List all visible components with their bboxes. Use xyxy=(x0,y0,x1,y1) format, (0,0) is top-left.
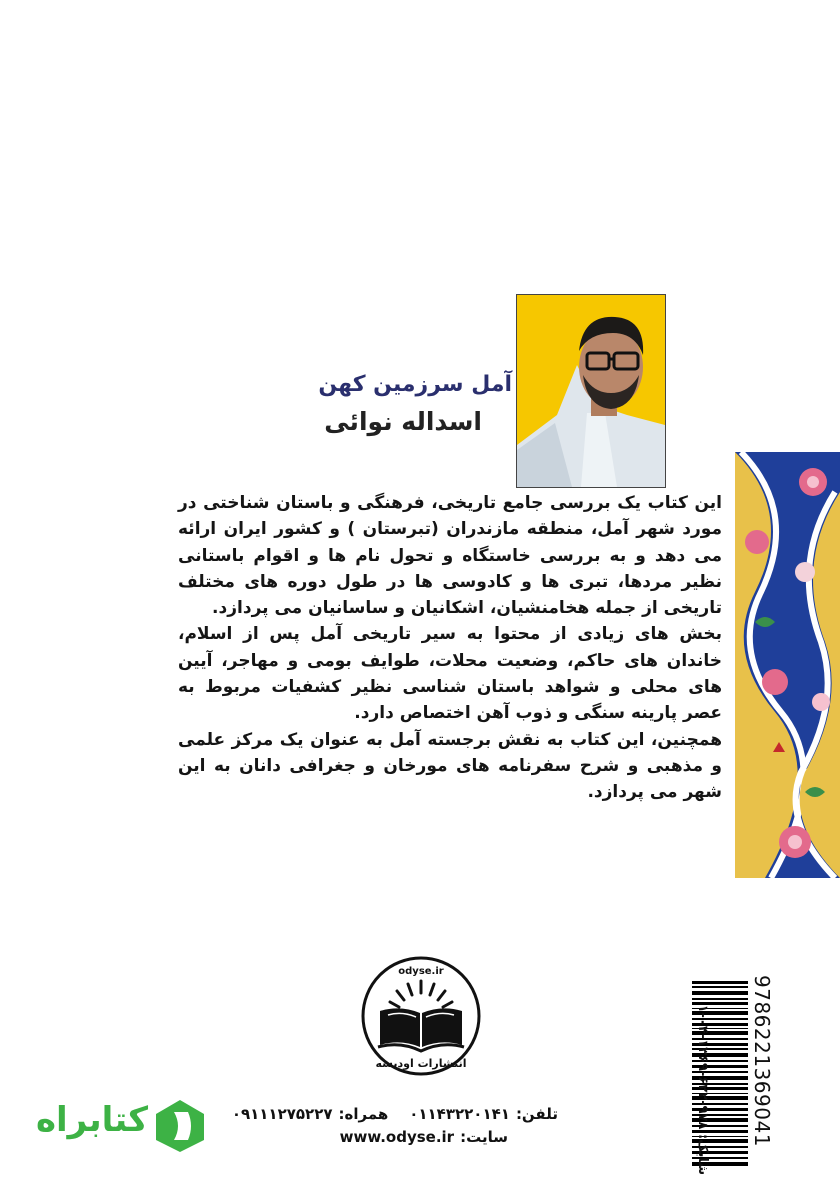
barcode-number: 9786221369041 xyxy=(750,975,774,1147)
author-photo xyxy=(516,294,666,488)
publisher-logo xyxy=(360,955,482,1077)
publisher-contact-phones xyxy=(232,1105,558,1123)
author-name: اسداله نوائی xyxy=(324,407,482,436)
book-title: آمل سرزمین کهن xyxy=(318,372,512,397)
ketabrah-mark-icon xyxy=(152,1098,208,1154)
site-url: www.odyse.ir xyxy=(339,1128,455,1146)
ketabrah-logo xyxy=(35,1094,210,1158)
site-label: سایت: xyxy=(460,1128,508,1146)
publisher-contact-site xyxy=(340,1128,508,1146)
isbn-label: شابک: xyxy=(695,1133,710,1175)
phone-number: ۰۱۱۴۳۲۲۰۱۴۱ xyxy=(409,1105,510,1123)
description-paragraph: بخش های زیادی از محتوا به سیر تاریخی آمل پس از اسلام، خاندان های حاکم، وضعیت محلات، طوایف بومی و مهاجر، آیین های محلی و شواهد باستان شناسی نظیر کشفیات مربوط به عصر پارینه سنگی و ذوب آهن اختصاص دارد. xyxy=(178,624,722,724)
isbn-barcode xyxy=(654,975,774,1175)
book-description xyxy=(178,490,722,806)
publisher-name: انتشارات اودیسه xyxy=(375,1057,467,1070)
mobile-label: همراه: xyxy=(338,1105,389,1123)
description-paragraph: همچنین، این کتاب به نقش برجسته آمل به عنوان یک مرکز علمی و مذهبی و شرح سفرنامه های مورخان و جغرافی دانان به این شهر می پردازد. xyxy=(178,729,722,803)
ketabrah-name: کتابراه xyxy=(35,1100,148,1140)
mobile-number: ۰۹۱۱۱۲۷۵۲۲۷ xyxy=(231,1105,333,1123)
isbn-value: ۹۷۸-۶۲۲-۱۳۶۹-۰۴-۱ xyxy=(695,1004,710,1130)
publisher-site-short: odyse.ir xyxy=(398,966,444,977)
decorative-tile-image xyxy=(735,452,840,878)
description-paragraph: این کتاب یک بررسی جامع تاریخی، فرهنگی و باستان شناختی در مورد شهر آمل، منطقه مازندران (تبرستان ) و کشور ایران ارائه می دهد و به بررسی خاستگاه و تحول نام ها و اقوام باستانی نظیر مردها، تبری ها و کادوسی ها در طول دوره های مختلف تاریخی از جمله هخامنشیان، اشکانیان و ساسانیان می پردازد. xyxy=(178,493,722,619)
phone-label: تلفن: xyxy=(515,1105,558,1123)
isbn-text xyxy=(695,975,710,1175)
